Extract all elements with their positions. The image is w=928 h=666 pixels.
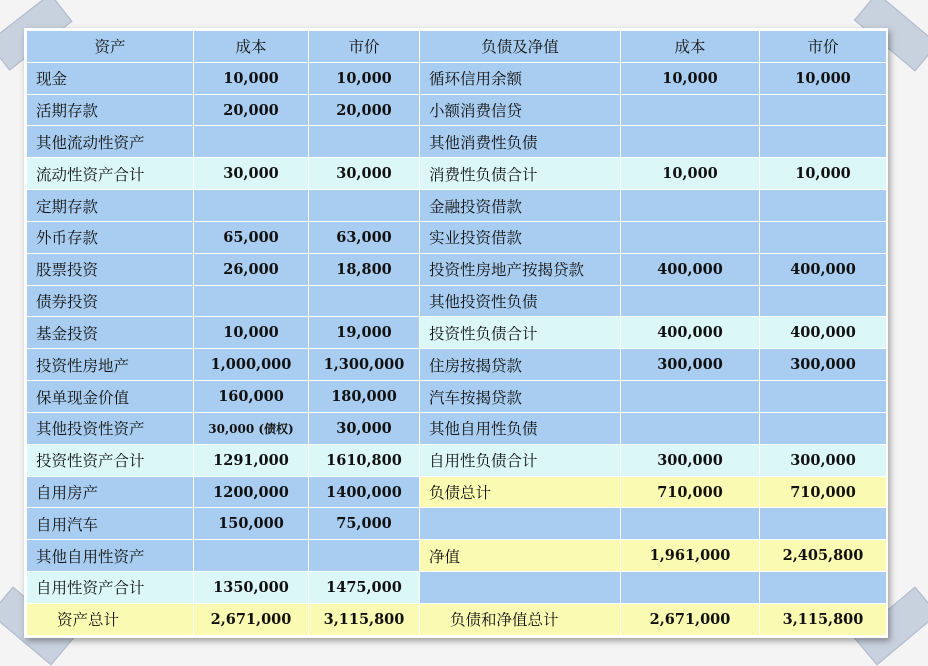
liability-cost bbox=[621, 285, 760, 317]
liability-market bbox=[760, 412, 887, 444]
asset-cost: 30,000 (债权) bbox=[194, 412, 309, 444]
asset-label: 定期存款 bbox=[27, 190, 194, 222]
asset-market: 63,000 bbox=[309, 221, 420, 253]
asset-market bbox=[309, 190, 420, 222]
asset-market: 20,000 bbox=[309, 94, 420, 126]
table-row bbox=[27, 190, 887, 222]
table-row-subtotal bbox=[27, 158, 887, 190]
liability-market: 2,405,800 bbox=[760, 540, 887, 572]
table-row bbox=[27, 349, 887, 381]
liability-cost: 300,000 bbox=[621, 349, 760, 381]
asset-cost bbox=[194, 285, 309, 317]
table-row bbox=[27, 508, 887, 540]
asset-market: 19,000 bbox=[309, 317, 420, 349]
liability-label: 负债总计 bbox=[420, 476, 621, 508]
liability-cost bbox=[621, 412, 760, 444]
liability-label bbox=[420, 572, 621, 604]
liability-market bbox=[760, 508, 887, 540]
table-row bbox=[27, 126, 887, 158]
liability-label: 其他投资性负债 bbox=[420, 285, 621, 317]
asset-cost: 10,000 bbox=[194, 317, 309, 349]
header-market-liabilities: 市价 bbox=[760, 31, 887, 63]
asset-cost bbox=[194, 540, 309, 572]
liability-market bbox=[760, 221, 887, 253]
asset-cost: 30,000 bbox=[194, 158, 309, 190]
table-row bbox=[27, 94, 887, 126]
liability-label: 投资性房地产按揭贷款 bbox=[420, 253, 621, 285]
liability-cost: 10,000 bbox=[621, 158, 760, 190]
asset-cost: 1350,000 bbox=[194, 572, 309, 604]
asset-label: 流动性资产合计 bbox=[27, 158, 194, 190]
asset-label: 股票投资 bbox=[27, 253, 194, 285]
table-row-subtotal bbox=[27, 444, 887, 476]
asset-label: 自用房产 bbox=[27, 476, 194, 508]
asset-market: 18,800 bbox=[309, 253, 420, 285]
asset-market: 180,000 bbox=[309, 381, 420, 413]
liability-label: 住房按揭贷款 bbox=[420, 349, 621, 381]
table-row-subtotal bbox=[27, 572, 887, 604]
table-row-total bbox=[27, 603, 887, 635]
asset-label: 债券投资 bbox=[27, 285, 194, 317]
asset-label: 投资性资产合计 bbox=[27, 444, 194, 476]
liability-market bbox=[760, 572, 887, 604]
asset-market bbox=[309, 285, 420, 317]
liability-market: 400,000 bbox=[760, 317, 887, 349]
liability-label: 实业投资借款 bbox=[420, 221, 621, 253]
asset-market: 75,000 bbox=[309, 508, 420, 540]
liability-market: 710,000 bbox=[760, 476, 887, 508]
asset-label: 资产总计 bbox=[27, 603, 194, 635]
header-market: 市价 bbox=[309, 31, 420, 63]
header-cost-liabilities: 成本 bbox=[621, 31, 760, 63]
table-row bbox=[27, 221, 887, 253]
liability-cost: 2,671,000 bbox=[621, 603, 760, 635]
asset-cost: 160,000 bbox=[194, 381, 309, 413]
asset-cost: 10,000 bbox=[194, 62, 309, 94]
asset-label: 其他自用性资产 bbox=[27, 540, 194, 572]
header-assets: 资产 bbox=[27, 31, 194, 63]
asset-cost: 26,000 bbox=[194, 253, 309, 285]
asset-market: 30,000 bbox=[309, 158, 420, 190]
liability-cost: 10,000 bbox=[621, 62, 760, 94]
balance-sheet-table bbox=[26, 30, 887, 636]
header-cost: 成本 bbox=[194, 31, 309, 63]
liability-cost bbox=[621, 381, 760, 413]
asset-cost bbox=[194, 190, 309, 222]
asset-label: 现金 bbox=[27, 62, 194, 94]
liability-market: 3,115,800 bbox=[760, 603, 887, 635]
liability-label: 其他消费性负债 bbox=[420, 126, 621, 158]
liability-label: 其他自用性负债 bbox=[420, 412, 621, 444]
liability-market bbox=[760, 381, 887, 413]
liability-market: 10,000 bbox=[760, 158, 887, 190]
liability-label: 循环信用余额 bbox=[420, 62, 621, 94]
liability-label: 小额消费信贷 bbox=[420, 94, 621, 126]
table-row bbox=[27, 381, 887, 413]
liability-market bbox=[760, 190, 887, 222]
liability-cost: 400,000 bbox=[621, 317, 760, 349]
asset-cost: 65,000 bbox=[194, 221, 309, 253]
asset-cost bbox=[194, 126, 309, 158]
table-row bbox=[27, 285, 887, 317]
asset-label: 自用性资产合计 bbox=[27, 572, 194, 604]
asset-market: 1400,000 bbox=[309, 476, 420, 508]
liability-cost bbox=[621, 94, 760, 126]
table-row bbox=[27, 412, 887, 444]
asset-market: 1475,000 bbox=[309, 572, 420, 604]
liability-market: 10,000 bbox=[760, 62, 887, 94]
liability-cost: 1,961,000 bbox=[621, 540, 760, 572]
liability-market: 300,000 bbox=[760, 444, 887, 476]
asset-market: 3,115,800 bbox=[309, 603, 420, 635]
liability-cost bbox=[621, 572, 760, 604]
asset-cost: 2,671,000 bbox=[194, 603, 309, 635]
asset-market bbox=[309, 540, 420, 572]
table-row bbox=[27, 476, 887, 508]
asset-cost: 1,000,000 bbox=[194, 349, 309, 381]
liability-cost bbox=[621, 126, 760, 158]
asset-label: 投资性房地产 bbox=[27, 349, 194, 381]
liability-label: 汽车按揭贷款 bbox=[420, 381, 621, 413]
table-row bbox=[27, 253, 887, 285]
asset-market: 30,000 bbox=[309, 412, 420, 444]
liability-cost bbox=[621, 221, 760, 253]
table-row bbox=[27, 317, 887, 349]
balance-sheet-paper bbox=[24, 28, 888, 638]
liability-market: 400,000 bbox=[760, 253, 887, 285]
asset-market bbox=[309, 126, 420, 158]
liability-market bbox=[760, 94, 887, 126]
liability-cost: 710,000 bbox=[621, 476, 760, 508]
liability-cost: 400,000 bbox=[621, 253, 760, 285]
liability-cost bbox=[621, 508, 760, 540]
liability-label bbox=[420, 508, 621, 540]
asset-market: 10,000 bbox=[309, 62, 420, 94]
liability-label: 自用性负债合计 bbox=[420, 444, 621, 476]
asset-label: 其他投资性资产 bbox=[27, 412, 194, 444]
liability-cost: 300,000 bbox=[621, 444, 760, 476]
liability-label: 消费性负债合计 bbox=[420, 158, 621, 190]
header-row bbox=[27, 31, 887, 63]
asset-market: 1,300,000 bbox=[309, 349, 420, 381]
liability-label: 净值 bbox=[420, 540, 621, 572]
asset-label: 活期存款 bbox=[27, 94, 194, 126]
asset-label: 其他流动性资产 bbox=[27, 126, 194, 158]
liability-label: 投资性负债合计 bbox=[420, 317, 621, 349]
liability-market bbox=[760, 126, 887, 158]
asset-label: 保单现金价值 bbox=[27, 381, 194, 413]
liability-market: 300,000 bbox=[760, 349, 887, 381]
asset-label: 自用汽车 bbox=[27, 508, 194, 540]
liability-label: 负债和净值总计 bbox=[420, 603, 621, 635]
header-liabilities: 负债及净值 bbox=[420, 31, 621, 63]
asset-cost: 1200,000 bbox=[194, 476, 309, 508]
liability-label: 金融投资借款 bbox=[420, 190, 621, 222]
asset-cost: 20,000 bbox=[194, 94, 309, 126]
asset-cost: 1291,000 bbox=[194, 444, 309, 476]
asset-cost: 150,000 bbox=[194, 508, 309, 540]
table-row bbox=[27, 62, 887, 94]
asset-label: 外币存款 bbox=[27, 221, 194, 253]
asset-market: 1610,800 bbox=[309, 444, 420, 476]
table-row bbox=[27, 540, 887, 572]
asset-label: 基金投资 bbox=[27, 317, 194, 349]
liability-cost bbox=[621, 190, 760, 222]
liability-market bbox=[760, 285, 887, 317]
